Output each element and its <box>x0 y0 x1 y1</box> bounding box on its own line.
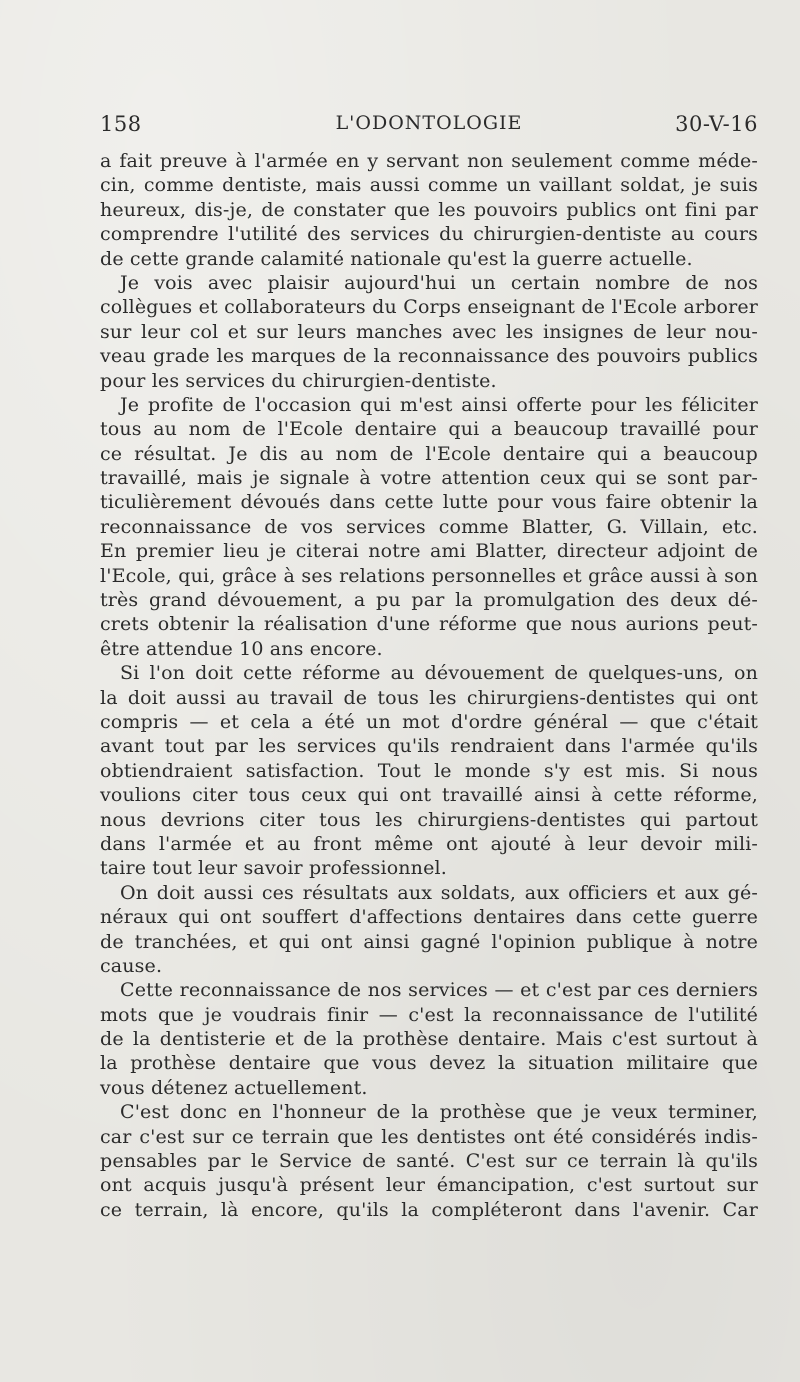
text-line: Je profite de l'occasion qui m'est ainsi offerte pour les féliciter <box>120 393 758 416</box>
text-line: de tranchées, et qui ont ainsi gagné l'opinion publique à notre <box>100 930 758 953</box>
text-line: ticulièrement dévoués dans cette lutte pour vous faire obtenir la <box>100 491 758 514</box>
text-line: Je vois avec plaisir aujourd'hui un certain nombre de nos <box>120 271 758 294</box>
text-line: avant tout par les services qu'ils rendraient dans l'armée qu'ils <box>100 735 758 758</box>
text-line: cause. <box>100 954 163 977</box>
body-text <box>100 149 758 1222</box>
text-line: vous détenez actuellement. <box>100 1076 368 1099</box>
text-line: a fait preuve à l'armée en y servant non seulement comme méde- <box>100 150 758 172</box>
text-line: C'est donc en l'honneur de la prothèse que je veux terminer, <box>120 1101 758 1124</box>
text-line: voulions citer tous ceux qui ont travaillé ainsi à cette réforme, <box>100 784 758 807</box>
text-line: taire tout leur savoir professionnel. <box>100 857 447 880</box>
paragraph <box>100 149 758 271</box>
text-line: Si l'on doit cette réforme au dévouement de quelques-uns, on <box>120 662 758 685</box>
text-line: être attendue 10 ans encore. <box>100 637 383 660</box>
journal-title: L'ODONTOLOGIE <box>335 112 523 134</box>
text-line: pour les services du chirurgien-dentiste. <box>100 369 497 392</box>
text-line: dans l'armée et au front même ont ajouté à leur devoir mili- <box>100 832 758 855</box>
text-line: obtiendraient satisfaction. Tout le monde s'y est mis. Si nous <box>100 759 758 782</box>
text-line: heureux, dis-je, de constater que les pouvoirs publics ont fini par <box>100 198 758 221</box>
text-line: reconnaissance de vos services comme Blatter, G. Villain, etc. <box>100 515 758 538</box>
text-line: ce résultat. Je dis au nom de l'Ecole dentaire qui a beaucoup <box>100 442 758 465</box>
text-line: très grand dévouement, a pu par la promulgation des deux dé- <box>100 589 758 612</box>
text-line: En premier lieu je citerai notre ami Blatter, directeur adjoint de <box>100 540 758 563</box>
paragraph <box>100 978 758 1100</box>
text-line: comprendre l'utilité des services du chirurgien-dentiste au cours <box>100 223 758 246</box>
text-line: veau grade les marques de la reconnaissance des pouvoirs publics <box>100 345 758 368</box>
text-line: crets obtenir la réalisation d'une réforme que nous aurions peut- <box>100 613 758 636</box>
text-line: l'Ecole, qui, grâce à ses relations personnelles et grâce aussi à son <box>100 564 758 587</box>
text-line: cin, comme dentiste, mais aussi comme un vaillant soldat, je suis <box>100 174 758 197</box>
text-line: travaillé, mais je signale à votre attention ceux qui se sont par- <box>100 467 758 490</box>
page-number: 158 <box>100 112 142 136</box>
text-line: Cette reconnaissance de nos services — et c'est par ces derniers <box>120 979 758 1002</box>
text-line: On doit aussi ces résultats aux soldats, aux officiers et aux gé- <box>120 881 758 904</box>
text-line: sur leur col et sur leurs manches avec les insignes de leur nou- <box>100 320 758 343</box>
text-line: car c'est sur ce terrain que les dentistes ont été considérés indis- <box>100 1125 758 1148</box>
text-line: ont acquis jusqu'à présent leur émancipation, c'est surtout sur <box>100 1174 758 1197</box>
text-line: ce terrain, là encore, qu'ils la compléteront dans l'avenir. Car <box>100 1198 758 1221</box>
paragraph <box>100 393 758 661</box>
text-line: de la dentisterie et de la prothèse dentaire. Mais c'est surtout à <box>100 1028 758 1051</box>
issue-date: 30-V-16 <box>675 112 758 136</box>
text-line: nous devrions citer tous les chirurgiens-dentistes qui partout <box>100 808 758 831</box>
text-line: la prothèse dentaire que vous devez la situation militaire que <box>100 1052 758 1075</box>
text-line: mots que je voudrais finir — c'est la reconnaissance de l'utilité <box>100 1003 758 1026</box>
paragraph <box>100 881 758 979</box>
text-line: pensables par le Service de santé. C'est sur ce terrain là qu'ils <box>100 1150 758 1173</box>
text-line: la doit aussi au travail de tous les chirurgiens-dentistes qui ont <box>100 686 758 709</box>
running-header <box>100 112 758 144</box>
text-line: compris — et cela a été un mot d'ordre général — que c'était <box>100 710 758 733</box>
paragraph <box>100 271 758 393</box>
text-line: de cette grande calamité nationale qu'est la guerre actuelle. <box>100 247 693 270</box>
text-line: tous au nom de l'Ecole dentaire qui a beaucoup travaillé pour <box>100 418 758 441</box>
paragraph <box>100 661 758 881</box>
text-line: collègues et collaborateurs du Corps enseignant de l'Ecole arborer <box>100 296 758 319</box>
text-line: néraux qui ont souffert d'affections dentaires dans cette guerre <box>100 906 758 929</box>
paragraph <box>100 1100 758 1222</box>
